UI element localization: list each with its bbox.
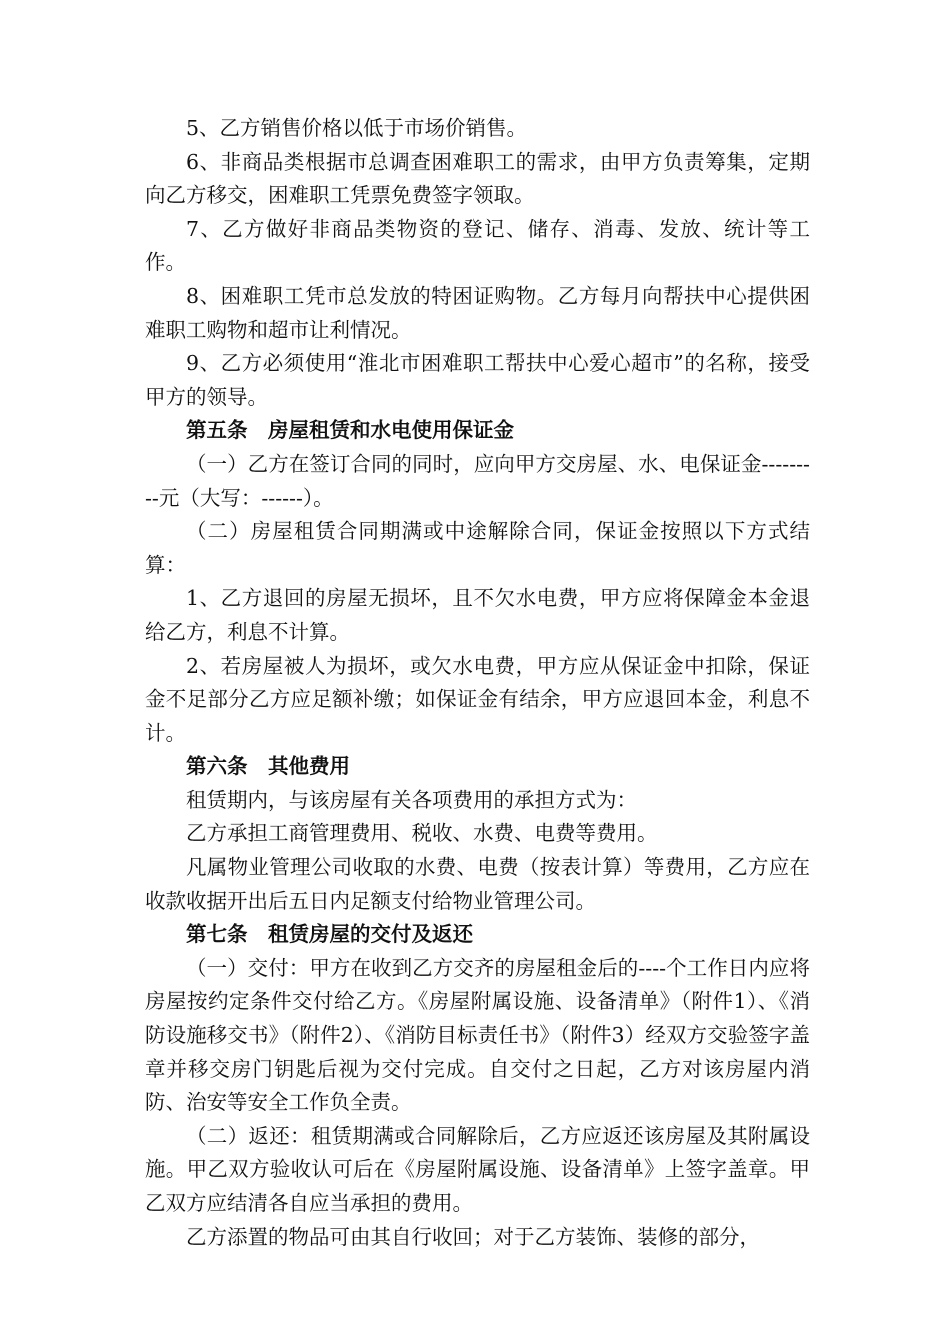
clause-5: 5、乙方销售价格以低于市场价销售。 [186, 116, 528, 140]
document-page [145, 112, 810, 1254]
article-5-item-2: （二）房屋租赁合同期满或中途解除合同，保证金按照以下方式结算： [145, 519, 810, 577]
article-6-heading: 第六条 其他费用 [186, 754, 350, 779]
article-6-intro: 租赁期内，与该房屋有关各项费用的承担方式为： [186, 787, 637, 812]
article-7-heading: 第七条 租赁房屋的交付及返还 [186, 922, 473, 947]
article-5-item-1: （一）乙方在签订合同的同时，应向甲方交房屋、水、电保证金---------元（大写：------）。 [145, 451, 810, 510]
article-7-return: （二）返还：租赁期满或合同解除后，乙方应返还该房屋及其附属设施。甲乙双方验收认可后在《房屋附属设施、设备清单》上签字盖章。甲乙双方应结清各自应当承担的费用。 [145, 1123, 810, 1215]
clause-6: 6、非商品类根据市总调查困难职工的需求，由甲方负责筹集，定期向乙方移交，困难职工凭票免费签字领取。 [145, 149, 810, 208]
article-5-heading: 第五条 房屋租赁和水电使用保证金 [186, 418, 514, 443]
settlement-rule-1: 1、乙方退回的房屋无损坏，且不欠水电费，甲方应将保障金本金退给乙方，利息不计算。 [145, 586, 810, 644]
article-7-items: 乙方添置的物品可由其自行收回；对于乙方装饰、装修的部分， [186, 1224, 760, 1249]
clause-9: 9、乙方必须使用“淮北市困难职工帮扶中心爱心超市”的名称，接受甲方的领导。 [145, 351, 810, 409]
article-6-property-fees: 凡属物业管理公司收取的水费、电费（按表计算）等费用，乙方应在收款收据开出后五日内足额支付给物业管理公司。 [145, 855, 810, 913]
article-7-delivery: （一）交付：甲方在收到乙方交齐的房屋租金后的----个工作日内应将房屋按约定条件交付给乙方。《房屋附属设施、设备清单》（附件1）、《消防设施移交书》（附件2）、《消防目标责任书》（附件3）经双方交验签字盖章并移交房门钥匙后视为交付完成。自交付之日起，乙方对该房屋内消防、治安等安全工作负全责。 [145, 955, 810, 1115]
settlement-rule-2: 2、若房屋被人为损坏，或欠水电费，甲方应从保证金中扣除，保证金不足部分乙方应足额补缴；如保证金有结余，甲方应退回本金，利息不计。 [145, 653, 810, 745]
article-6-tenant-costs: 乙方承担工商管理费用、税收、水费、电费等费用。 [186, 821, 658, 846]
clause-8: 8、困难职工凭市总发放的特困证购物。乙方每月向帮扶中心提供困难职工购物和超市让利情况。 [145, 283, 810, 342]
clause-7: 7、乙方做好非商品类物资的登记、储存、消毒、发放、统计等工作。 [145, 216, 810, 275]
